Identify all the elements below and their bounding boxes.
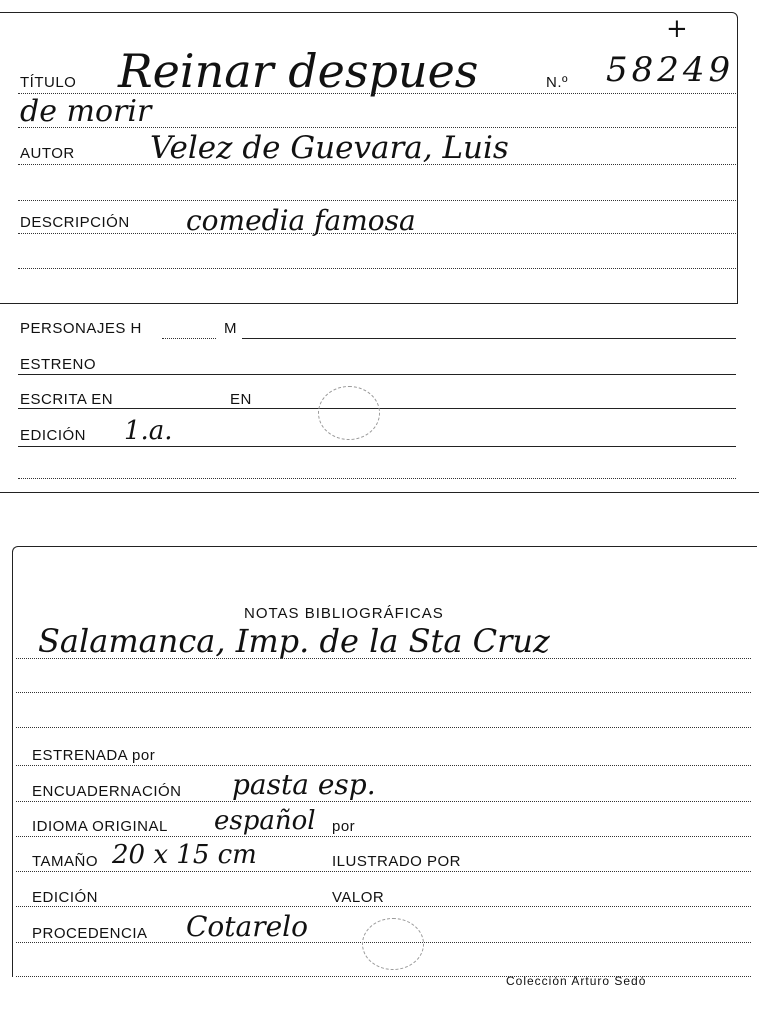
estreno-label: ESTRENO bbox=[20, 356, 97, 373]
estrenada-label: ESTRENADA por bbox=[32, 747, 156, 764]
idioma-rule bbox=[16, 836, 751, 837]
blank-rule-3 bbox=[18, 478, 736, 479]
stamp-mark bbox=[318, 386, 380, 440]
ilustrado-label: ILUSTRADO POR bbox=[332, 853, 462, 870]
idioma-por-label: por bbox=[332, 818, 356, 835]
stamp-mark-2 bbox=[362, 918, 424, 970]
tamano-value: 20 x 15 cm bbox=[112, 840, 257, 870]
blank-rule-5 bbox=[16, 727, 751, 728]
numero-label: N.º bbox=[546, 74, 568, 91]
estrenada-rule bbox=[16, 765, 751, 766]
autor-value: Velez de Guevara, Luis bbox=[150, 130, 509, 166]
tamano-label: TAMAÑO bbox=[32, 853, 99, 870]
titulo-value-line2: de morir bbox=[20, 94, 152, 129]
descripcion-rule bbox=[18, 233, 736, 234]
edicion-label: EDICIÓN bbox=[20, 427, 87, 444]
notas-label: NOTAS BIBLIOGRÁFICAS bbox=[244, 605, 444, 622]
escrita-en-label: EN bbox=[230, 391, 252, 408]
edicion2-label: EDICIÓN bbox=[32, 889, 99, 906]
card-separator bbox=[0, 492, 759, 493]
titulo-label: TÍTULO bbox=[20, 74, 77, 91]
blank-rule-1 bbox=[18, 200, 736, 201]
blank-rule-4 bbox=[16, 692, 751, 693]
autor-label: AUTOR bbox=[20, 145, 75, 162]
idioma-label: IDIOMA ORIGINAL bbox=[32, 818, 168, 835]
procedencia-label: PROCEDENCIA bbox=[32, 925, 148, 942]
edicion-value: 1.a. bbox=[124, 416, 173, 446]
descripcion-value: comedia famosa bbox=[186, 204, 416, 237]
blank-rule-2 bbox=[18, 268, 736, 269]
valor-label: VALOR bbox=[332, 889, 385, 906]
edicion-rule bbox=[18, 446, 736, 447]
notas-rule bbox=[16, 658, 751, 659]
estreno-rule bbox=[18, 374, 736, 375]
personajes-rule bbox=[242, 338, 736, 339]
personajes-m-label: M bbox=[224, 320, 237, 337]
plus-mark: + bbox=[666, 14, 688, 44]
encuadernacion-value: pasta esp. bbox=[232, 768, 376, 801]
titulo-value-line1: Reinar despues bbox=[118, 44, 479, 98]
encuadernacion-label: ENCUADERNACIÓN bbox=[32, 783, 182, 800]
personajes-label: PERSONAJES H bbox=[20, 320, 142, 337]
tamano-rule bbox=[16, 871, 751, 872]
procedencia-value: Cotarelo bbox=[186, 910, 308, 943]
titulo-rule-2 bbox=[18, 127, 736, 128]
encuadernacion-rule bbox=[16, 801, 751, 802]
autor-rule bbox=[18, 164, 736, 165]
numero-value: 58249 bbox=[606, 50, 735, 90]
descripcion-label: DESCRIPCIÓN bbox=[20, 214, 130, 231]
edicion2-rule bbox=[16, 906, 751, 907]
notas-value: Salamanca, Imp. de la Sta Cruz bbox=[38, 622, 550, 660]
escrita-label: ESCRITA EN bbox=[20, 391, 114, 408]
personajes-h-rule bbox=[162, 338, 216, 339]
coleccion-label: Colección Arturo Sedó bbox=[506, 974, 647, 988]
idioma-value: español bbox=[214, 806, 316, 836]
